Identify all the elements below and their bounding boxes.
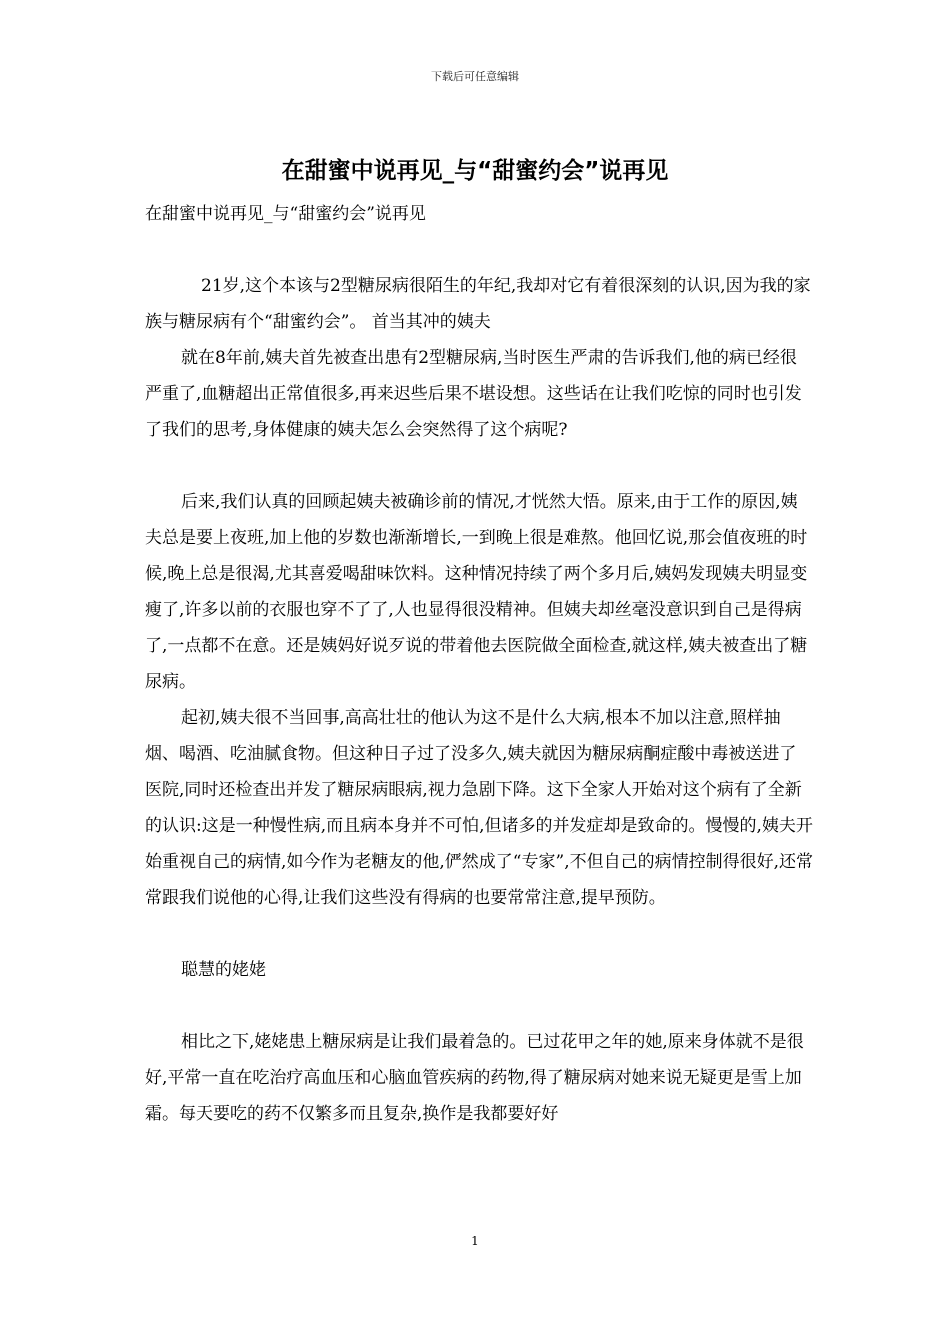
paragraph-intro: 21岁,这个本该与2型糖尿病很陌生的年纪,我却对它有着很深刻的认识,因为我的家族与糖尿病有个“甜蜜约会”。 首当其冲的姨夫 xyxy=(145,276,811,332)
blank-line xyxy=(145,232,813,268)
paragraph-complications: 起初,姨夫很不当回事,高高壮壮的他认为这不是什么大病,根本不加以注意,照样抽烟、喝酒、吃油腻食物。但这种日子过了没多久,姨夫就因为糖尿病酮症酸中毒被送进了医院,同时还检查出并发了糖尿病眼病,视力急剧下降。这下全家人开始对这个病有了全新的认识:这是一种慢性病,而且病本身并不可怕,但诸多的并发症却是致命的。慢慢的,姨夫开始重视自己的病情,如今作为老糖友的他,俨然成了“专家”,不但自己的病情控制得很好,还常常跟我们说他的心得,让我们这些没有得病的也要常常注意,提早预防。 xyxy=(145,708,813,908)
blank-line xyxy=(145,988,813,1024)
section-heading-grandmother: 聪慧的姥姥 xyxy=(181,960,266,980)
page-header: 下载后可任意编辑 xyxy=(431,70,519,83)
page-number: 1 xyxy=(471,1234,479,1248)
blank-line xyxy=(145,916,813,952)
blank-line xyxy=(145,448,813,484)
paragraph-diagnosis: 就在8年前,姨夫首先被查出患有2型糖尿病,当时医生严肃的告诉我们,他的病已经很严重了,血糖超出正常值很多,再来迟些后果不堪设想。这些话在让我们吃惊的同时也引发了我们的思考,身体健康的姨夫怎么会突然得了这个病呢? xyxy=(145,348,802,440)
paragraph-recall: 后来,我们认真的回顾起姨夫被确诊前的情况,才恍然大悟。原来,由于工作的原因,姨夫总是要上夜班,加上他的岁数也渐渐增长,一到晚上很是难熬。他回忆说,那会值夜班的时候,晚上总是很渴,尤其喜爱喝甜味饮料。这种情况持续了两个多月后,姨妈发现姨夫明显变瘦了,许多以前的衣服也穿不了了,人也显得很没精神。但姨夫却丝毫没意识到自己是得病了,一点都不在意。还是姨妈好说歹说的带着他去医院做全面检查,就这样,姨夫被查出了糖尿病。 xyxy=(145,492,808,692)
document-title: 在甜蜜中说再见_与“甜蜜约会”说再见 xyxy=(281,158,669,184)
document-subtitle: 在甜蜜中说再见_与“甜蜜约会”说再见 xyxy=(145,204,426,224)
document-body xyxy=(145,196,813,1132)
paragraph-grandmother: 相比之下,姥姥患上糖尿病是让我们最着急的。已过花甲之年的她,原来身体就不是很好,平常一直在吃治疗高血压和心脑血管疾病的药物,得了糖尿病对她来说无疑更是雪上加霜。每天要吃的药不仅繁多而且复杂,换作是我都要好好 xyxy=(145,1032,804,1124)
